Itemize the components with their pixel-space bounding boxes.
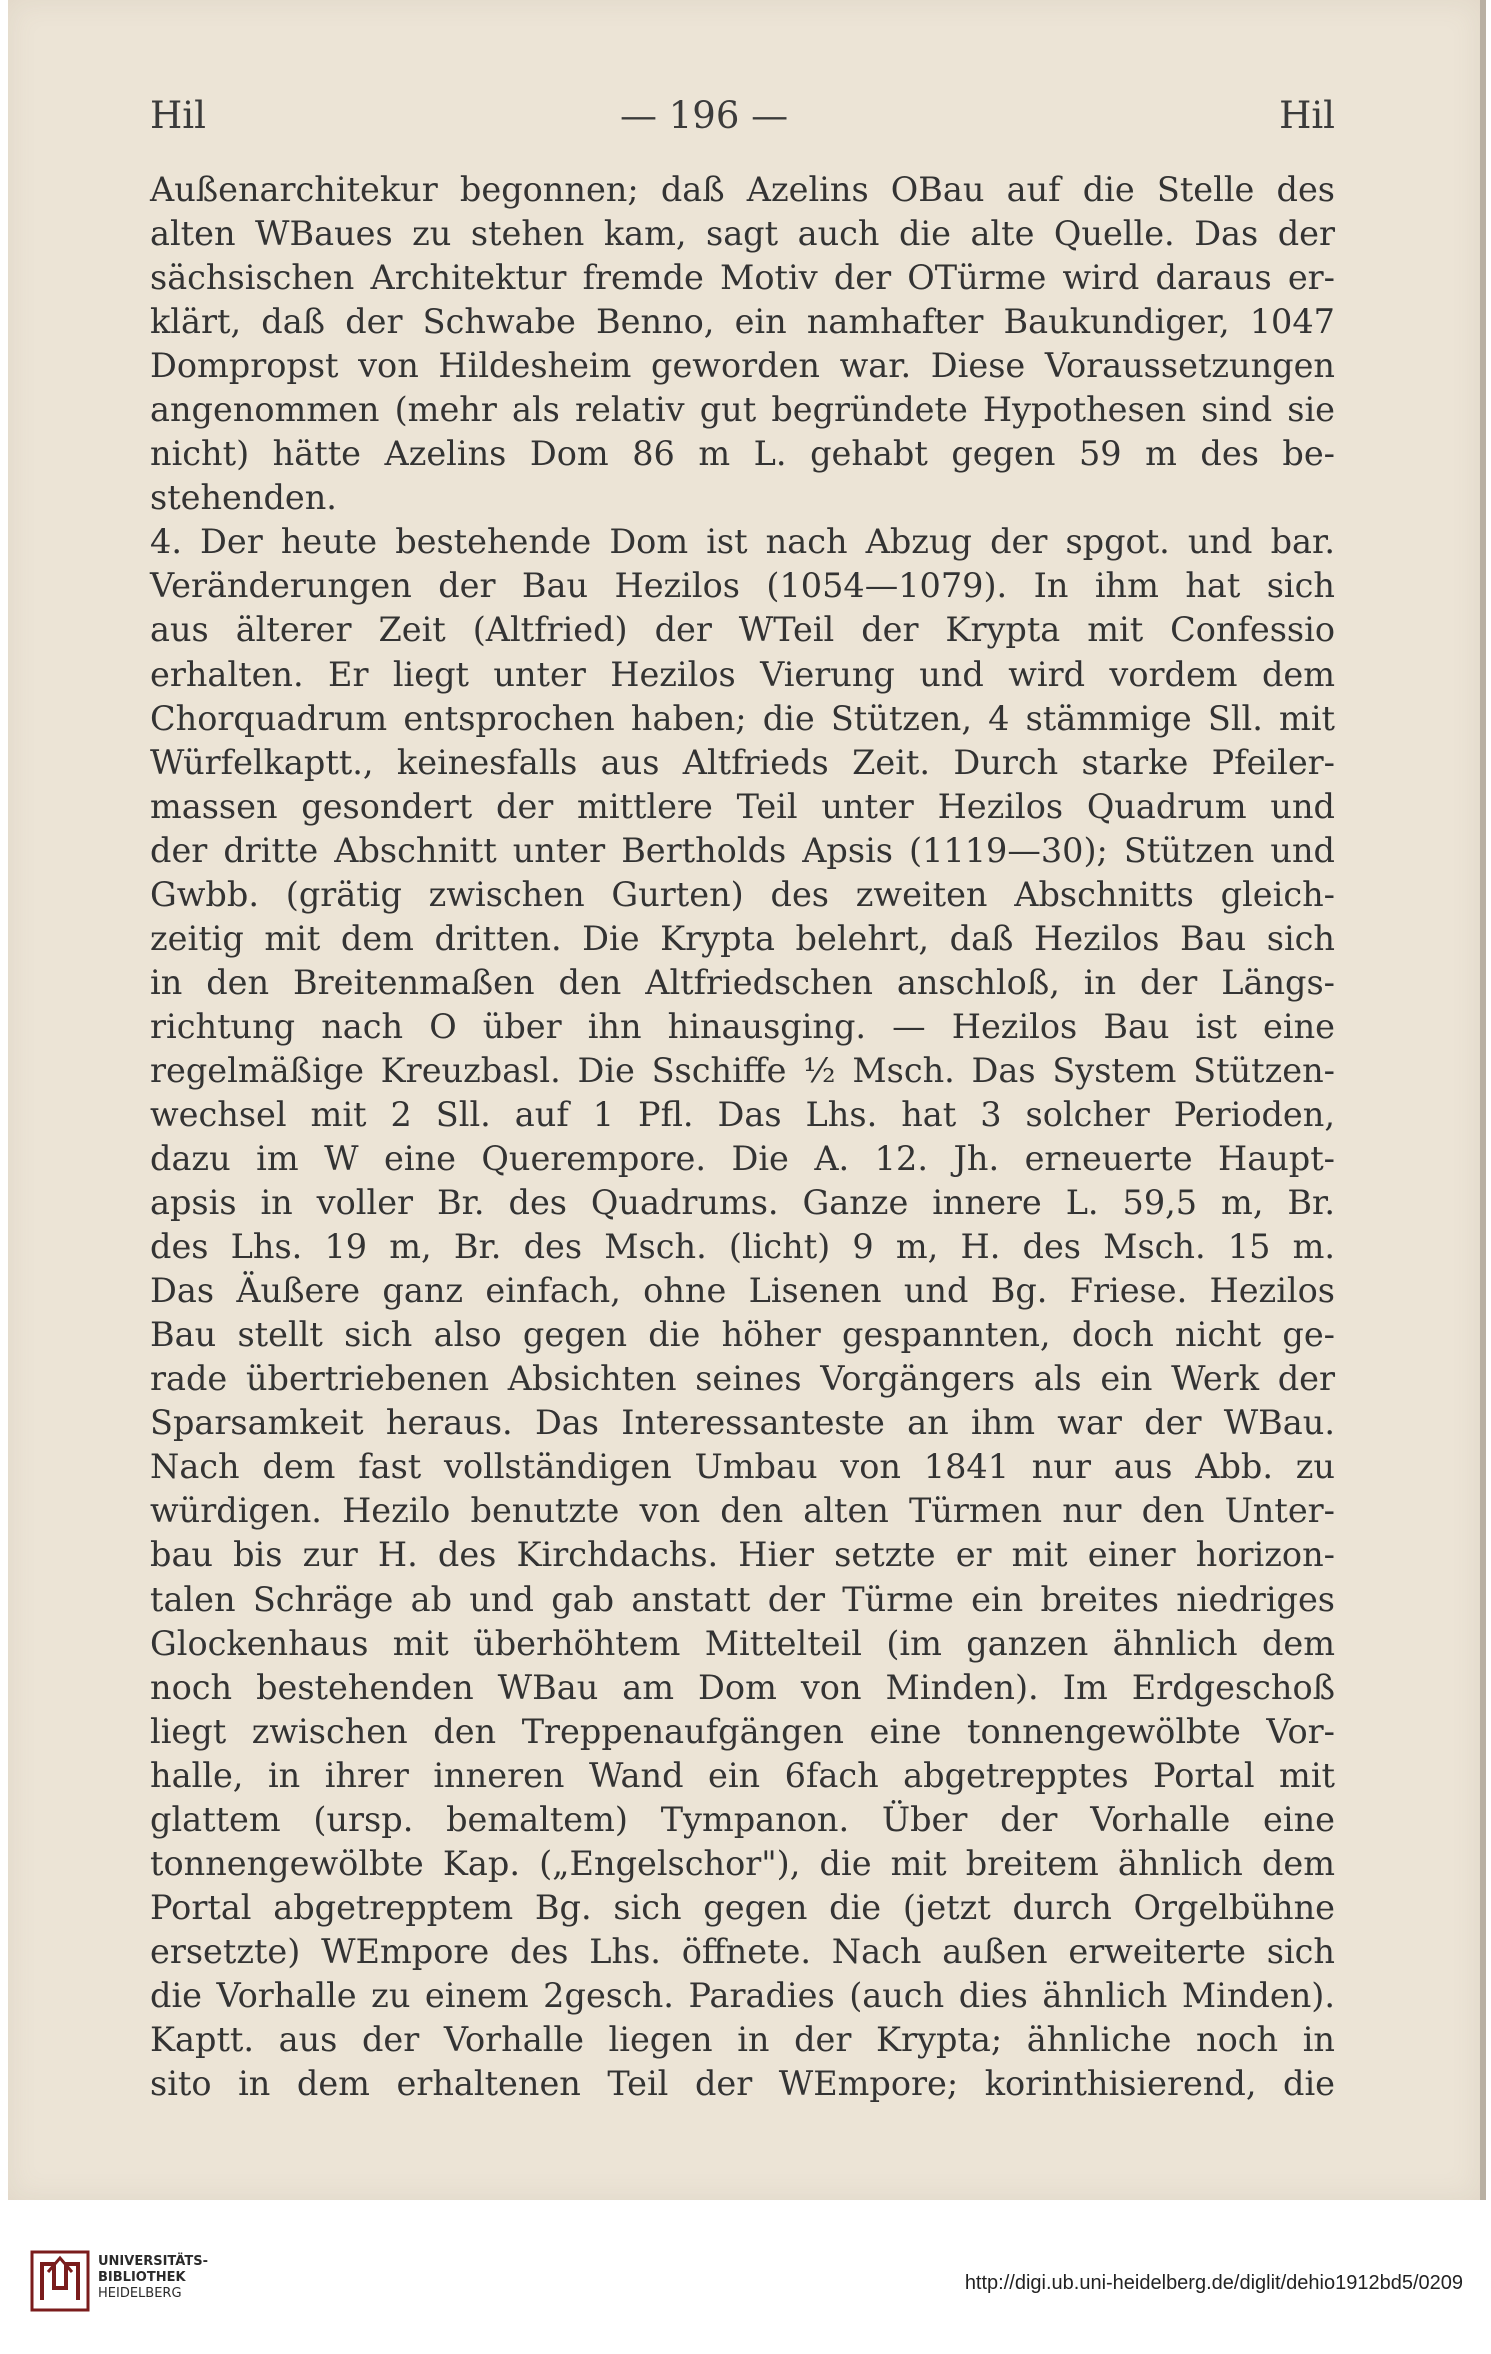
text-line: liegt zwischen den Treppenaufgängen eine tonnengewölbte Vor- — [150, 1711, 1335, 1751]
text-line: Chorquadrum entsprochen haben; die Stützen, 4 stämmige Sll. mit — [150, 698, 1335, 738]
text-line: bau bis zur H. des Kirchdachs. Hier setzte er mit einer horizon- — [150, 1535, 1335, 1575]
text-line: sächsischen Architektur fremde Motiv der OTürme wird daraus er- — [150, 258, 1335, 298]
body-text — [150, 168, 1335, 2106]
text-line: Dompropst von Hildesheim geworden war. Diese Voraussetzungen — [150, 346, 1335, 386]
library-name-line: HEIDELBERG — [98, 2286, 182, 2301]
text-line: Außenarchitekur begonnen; daß Azelins OBau auf die Stelle des — [150, 170, 1335, 209]
text-line: massen gesondert der mittlere Teil unter Hezilos Quadrum und — [150, 786, 1335, 826]
header-right: Hil — [1279, 94, 1335, 137]
source-url-link[interactable]: http://digi.ub.uni-heidelberg.de/diglit/dehio1912bd5/0209 — [964, 2272, 1463, 2294]
text-line: würdigen. Hezilo benutzte von den alten Türmen nur den Unter- — [150, 1491, 1335, 1531]
text-line: erhalten. Er liegt unter Hezilos Vierung und wird vordem dem — [150, 654, 1335, 694]
text-line: 4. Der heute bestehende Dom ist nach Abzug der spgot. und bar. — [150, 522, 1335, 562]
text-line: talen Schräge ab und gab anstatt der Türme ein breites niedriges — [150, 1579, 1335, 1619]
page-number: — 196 — — [620, 94, 789, 137]
text-line: richtung nach O über ihn hinausging. — Hezilos Bau ist eine — [150, 1006, 1335, 1046]
text-line: dazu im W eine Querempore. Die A. 12. Jh. erneuerte Haupt- — [150, 1139, 1335, 1179]
text-line: stehenden. — [150, 478, 337, 518]
text-line: apsis in voller Br. des Quadrums. Ganze innere L. 59,5 m, Br. — [150, 1183, 1335, 1223]
text-line: ersetzte) WEmpore des Lhs. öffnete. Nach außen erweiterte sich — [150, 1931, 1335, 1971]
text-line: Kaptt. aus der Vorhalle liegen in der Krypta; ähnliche noch in — [150, 2019, 1335, 2059]
library-logo-icon — [30, 2250, 90, 2312]
text-line: sito in dem erhaltenen Teil der WEmpore; korinthisierend, die — [150, 2064, 1335, 2104]
text-line: Gwbb. (grätig zwischen Gurten) des zweiten Abschnitts gleich- — [150, 874, 1335, 914]
text-line: Veränderungen der Bau Hezilos (1054—1079). In ihm hat sich — [150, 566, 1335, 606]
text-line: Portal abgetrepptem Bg. sich gegen die (jetzt durch Orgelbühne — [150, 1887, 1335, 1927]
text-line: tonnengewölbte Kap. („Engelschor"), die mit breitem ähnlich dem — [150, 1843, 1335, 1883]
text-line: glattem (ursp. bemaltem) Tympanon. Über der Vorhalle eine — [150, 1799, 1335, 1839]
text-line: Glockenhaus mit überhöhtem Mittelteil (im ganzen ähnlich dem — [150, 1623, 1335, 1663]
text-line: klärt, daß der Schwabe Benno, ein namhafter Baukundiger, 1047 — [150, 302, 1335, 342]
text-line: Bau stellt sich also gegen die höher gespannten, doch nicht ge- — [150, 1315, 1335, 1355]
footer — [0, 2200, 1491, 2354]
running-header — [150, 94, 1335, 144]
library-name — [98, 2254, 208, 2302]
text-line: halle, in ihrer inneren Wand ein 6fach abgetrepptes Portal mit — [150, 1755, 1335, 1795]
text-line: aus älterer Zeit (Altfried) der WTeil der Krypta mit Confessio — [150, 610, 1335, 650]
text-line: angenommen (mehr als relativ gut begründete Hypothesen sind sie — [150, 390, 1335, 430]
text-line: Sparsamkeit heraus. Das Interessanteste an ihm war der WBau. — [150, 1403, 1335, 1443]
text-line: der dritte Abschnitt unter Bertholds Apsis (1119—30); Stützen und — [150, 830, 1335, 870]
text-line: regelmäßige Kreuzbasl. Die Sschiffe ½ Msch. Das System Stützen- — [150, 1050, 1335, 1090]
text-line: Würfelkaptt., keinesfalls aus Altfrieds Zeit. Durch starke Pfeiler- — [150, 742, 1335, 782]
text-line: alten WBaues zu stehen kam, sagt auch die alte Quelle. Das der — [150, 214, 1335, 254]
text-line: rade übertriebenen Absichten seines Vorgängers als ein Werk der — [150, 1359, 1335, 1399]
header-left: Hil — [150, 94, 206, 137]
text-line: in den Breitenmaßen den Altfriedschen anschloß, in der Längs- — [150, 962, 1335, 1002]
text-line: noch bestehenden WBau am Dom von Minden). Im Erdgeschoß — [150, 1667, 1335, 1707]
text-line: Nach dem fast vollständigen Umbau von 1841 nur aus Abb. zu — [150, 1447, 1335, 1487]
text-line: des Lhs. 19 m, Br. des Msch. (licht) 9 m, H. des Msch. 15 m. — [150, 1227, 1335, 1267]
text-line: die Vorhalle zu einem 2gesch. Paradies (auch dies ähnlich Minden). — [150, 1975, 1335, 2015]
text-line: Das Äußere ganz einfach, ohne Lisenen und Bg. Friese. Hezilos — [150, 1271, 1335, 1311]
text-line: wechsel mit 2 Sll. auf 1 Pfl. Das Lhs. hat 3 solcher Perioden, — [150, 1094, 1335, 1134]
text-line: zeitig mit dem dritten. Die Krypta belehrt, daß Hezilos Bau sich — [150, 918, 1335, 958]
library-name-line: BIBLIOTHEK — [98, 2270, 186, 2285]
library-name-line: UNIVERSITÄTS- — [98, 2254, 208, 2269]
text-line: nicht) hätte Azelins Dom 86 m L. gehabt gegen 59 m des be- — [150, 434, 1335, 474]
